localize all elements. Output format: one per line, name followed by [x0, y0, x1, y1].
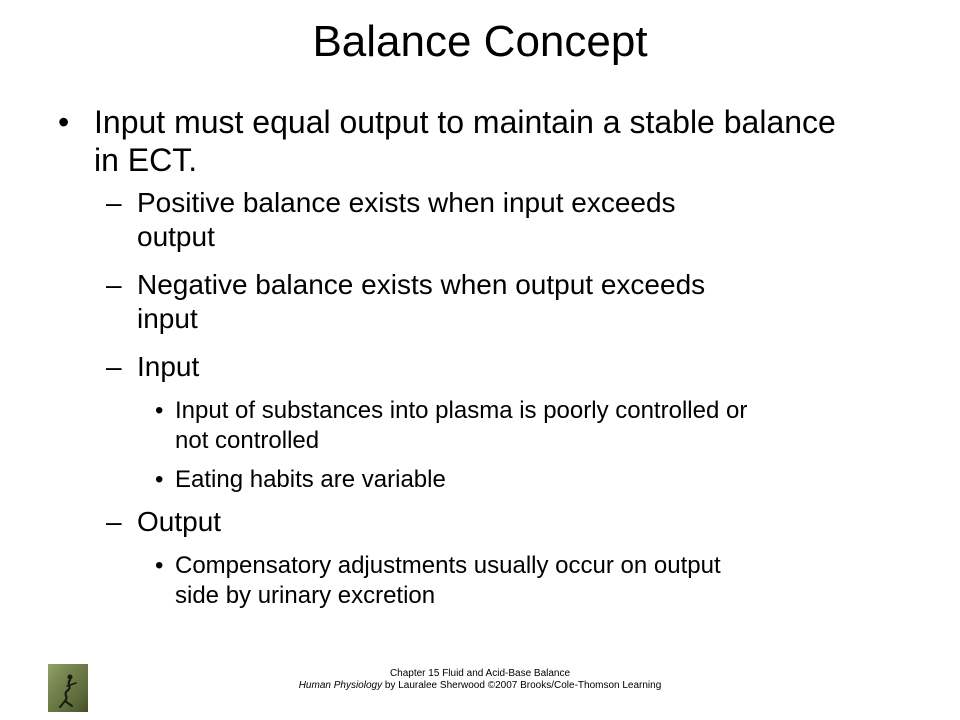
- dash-marker: –: [106, 506, 122, 537]
- sub-sub-bullet-text-line: Input of substances into plasma is poorly controlled or: [175, 397, 748, 424]
- dash-marker: –: [106, 269, 122, 300]
- sub-sub-bullet-text-line: Compensatory adjustments usually occur on output: [175, 552, 721, 579]
- bullet-marker: •: [155, 466, 164, 493]
- dash-marker: –: [106, 187, 122, 218]
- bullet-marker: •: [155, 552, 164, 579]
- sub-sub-bullet-text-line: side by urinary excretion: [175, 582, 436, 609]
- sub-bullet-text-line: input: [137, 303, 198, 334]
- bullet-marker: •: [58, 104, 70, 140]
- footer-chapter-line: Chapter 15 Fluid and Acid-Base Balance: [389, 668, 571, 679]
- bullet-marker: •: [155, 397, 164, 424]
- footer: [0, 668, 960, 692]
- bullet-text-line: in ECT.: [94, 142, 198, 178]
- bullet-text-line: Input must equal output to maintain a stable balance: [94, 104, 836, 140]
- footer-book-title: Human Physiology: [298, 680, 383, 691]
- sub-bullet-text-line: Negative balance exists when output exceeds: [137, 269, 706, 300]
- sub-bullet-text-line: Output: [137, 506, 222, 537]
- sub-bullet-text-line: Input: [137, 351, 200, 382]
- sub-bullet-text-line: Positive balance exists when input exceeds: [137, 187, 676, 218]
- footer-credit-text: by Lauralee Sherwood ©2007 Brooks/Cole-Thomson Learning: [382, 680, 662, 691]
- sub-sub-bullet-text-line: Eating habits are variable: [175, 466, 446, 493]
- sub-bullet-text-line: output: [137, 221, 215, 252]
- footer-credit-line: [0, 680, 960, 692]
- slide-title: Balance Concept: [312, 17, 648, 66]
- dash-marker: –: [106, 351, 122, 382]
- sub-sub-bullet-text-line: not controlled: [175, 427, 320, 454]
